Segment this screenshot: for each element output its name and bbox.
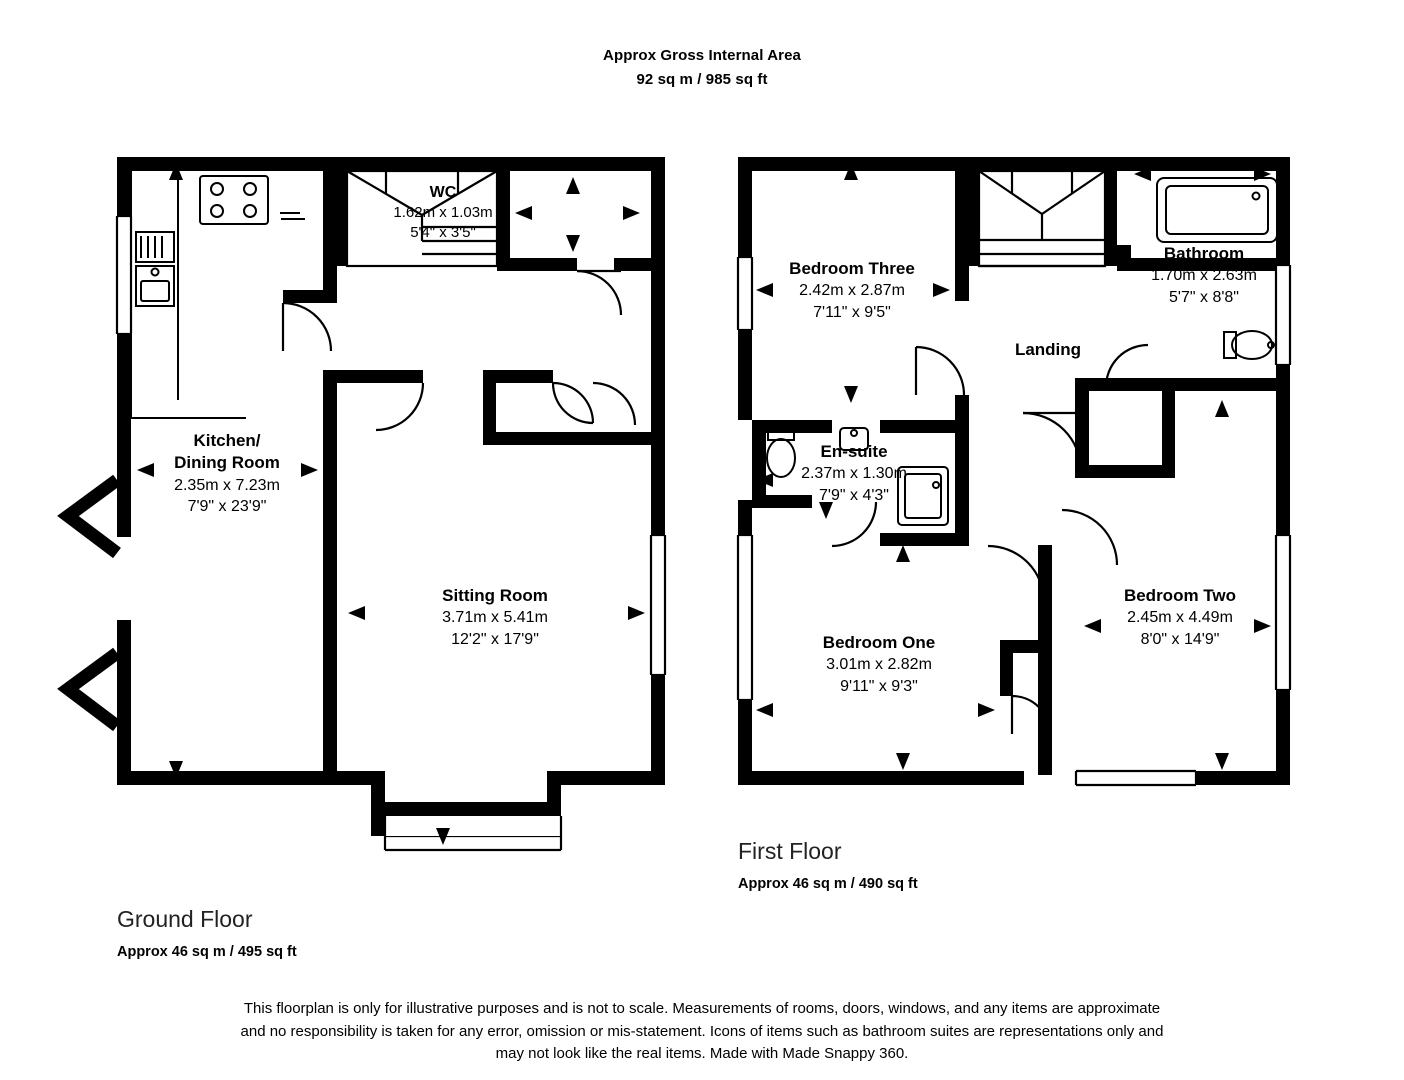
room-label-landing: Landing xyxy=(1014,340,1082,359)
gross-area-value: 92 sq m / 985 sq ft xyxy=(636,71,768,88)
disclaimer-line-1: This floorplan is only for illustrative purposes and is not to scale. Measurements of rooms, doors, windows, and any items are approximate xyxy=(243,1000,1161,1017)
room-label-bathroom: Bathroom 1.70m x 2.63m 5'7" x 8'8" xyxy=(1151,244,1257,306)
ground-floor-title: Ground Floor xyxy=(117,906,253,932)
disclaimer xyxy=(0,998,1404,1066)
disclaimer-line-2: and no responsibility is taken for any error, omission or mis-statement. Icons of items such as bathroom suites are representations only and xyxy=(240,1022,1164,1040)
room-label-bedroom-two: Bedroom Two 2.45m x 4.49m 8'0" x 14'9" xyxy=(1123,586,1237,648)
ground-floor-area: Approx 46 sq m / 495 sq ft xyxy=(117,944,297,960)
disclaimer-line-3: may not look like the real items. Made with Made Snappy 360. xyxy=(495,1045,909,1062)
first-floor-area: Approx 46 sq m / 490 sq ft xyxy=(738,876,918,892)
room-label-ensuite: En-suite 2.37m x 1.30m 7'9" x 4'3" xyxy=(801,442,907,504)
room-label-bedroom-three: Bedroom Three 2.42m x 2.87m 7'11" x 9'5" xyxy=(789,259,915,321)
room-label-sitting-room: Sitting Room 3.71m x 5.41m 12'2" x 17'9" xyxy=(442,586,548,648)
room-label-kitchen-dining: Kitchen/ Dining Room 2.35m x 7.23m 7'9" x 23'9" xyxy=(174,431,280,515)
gross-area-title: Approx Gross Internal Area xyxy=(603,47,801,64)
room-label-wc: WC 1.62m x 1.03m 5'4" x 3'5" xyxy=(393,184,493,241)
room-label-bedroom-one: Bedroom One 3.01m x 2.82m 9'11" x 9'3" xyxy=(822,633,936,695)
first-floor-title: First Floor xyxy=(738,838,842,864)
